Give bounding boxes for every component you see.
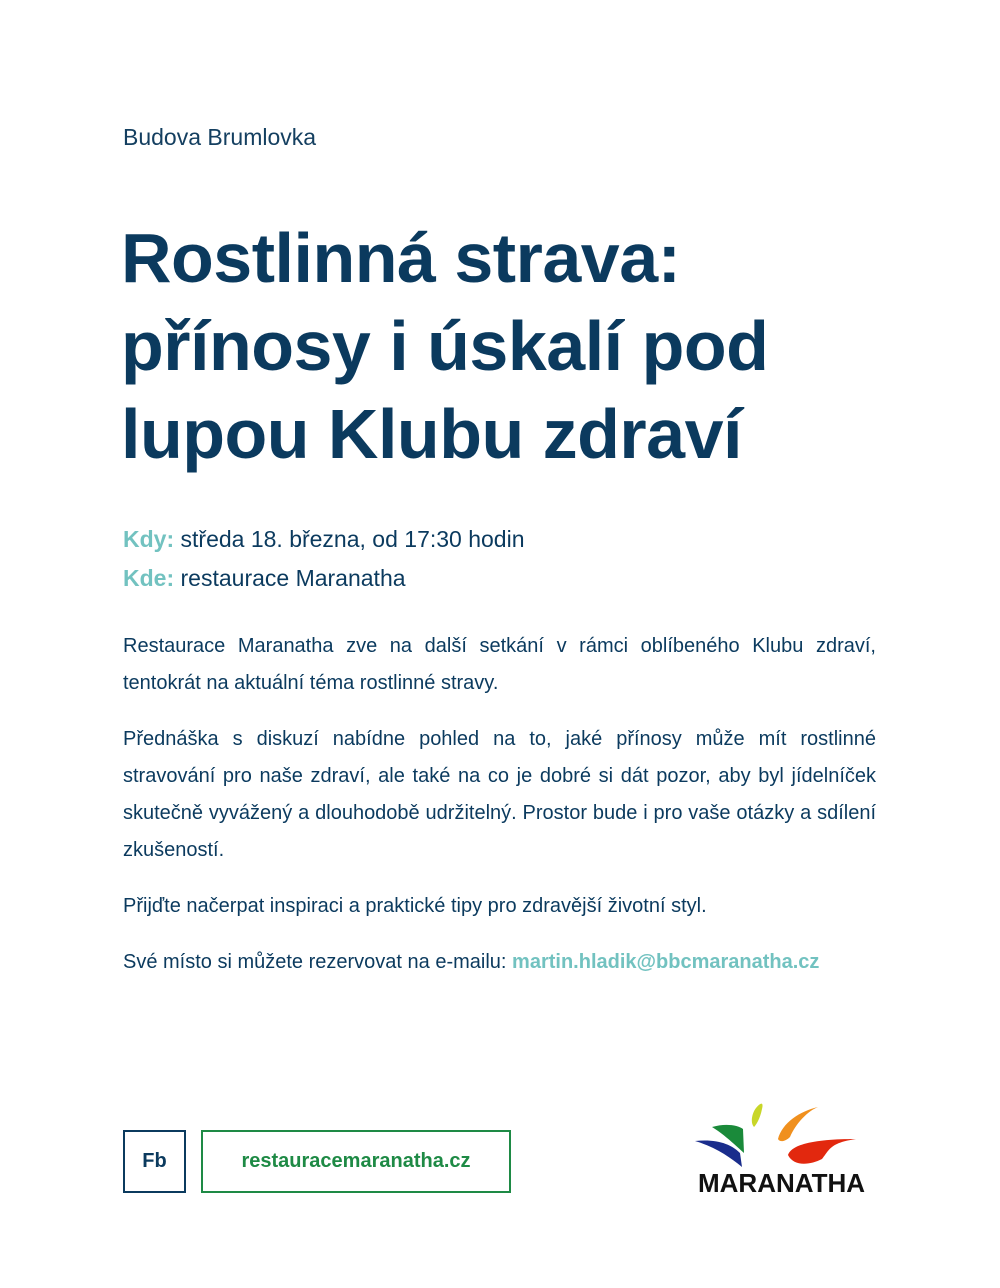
email-link[interactable]: martin.hladik@bbcmaranatha.cz xyxy=(512,951,820,973)
website-button[interactable]: restauracemaranatha.cz xyxy=(201,1130,511,1193)
reservation-paragraph xyxy=(123,944,876,981)
when-label: Kdy: xyxy=(123,526,175,552)
where-row xyxy=(123,559,525,598)
location-label: Budova Brumlovka xyxy=(123,124,317,150)
where-value: restaurace Maranatha xyxy=(180,565,406,591)
facebook-button[interactable]: Fb xyxy=(123,1130,186,1193)
page-title: Rostlinná strava: přínosy i úskalí pod lupou Klubu zdraví xyxy=(121,219,769,473)
paragraph: Restaurace Maranatha zve na další setkání v rámci oblíbeného Klubu zdraví, tentokrát na aktuální téma rostlinné stravy. xyxy=(123,635,876,694)
reservation-text: Své místo si můžete rezervovat na e-mailu: xyxy=(123,951,513,973)
description xyxy=(123,628,876,1000)
event-details xyxy=(123,520,525,598)
paragraph: Přijďte načerpat inspiraci a praktické tipy pro zdravější životní styl. xyxy=(123,895,707,917)
when-row xyxy=(123,520,525,559)
where-label: Kde: xyxy=(123,565,175,591)
logo-text: MARANATHA xyxy=(698,1168,866,1198)
paragraph: Přednáška s diskuzí nabídne pohled na to, jaké přínosy může mít rostlinné stravování pro naše zdraví, ale také na co je dobré si dát pozor, aby byl jídelníček skutečně vyvážený a dlouhodobě udržitelný. Prostor bude i pro vaše otázky a sdílení zkušeností. xyxy=(123,728,876,861)
when-value: středa 18. března, od 17:30 hodin xyxy=(180,526,525,552)
